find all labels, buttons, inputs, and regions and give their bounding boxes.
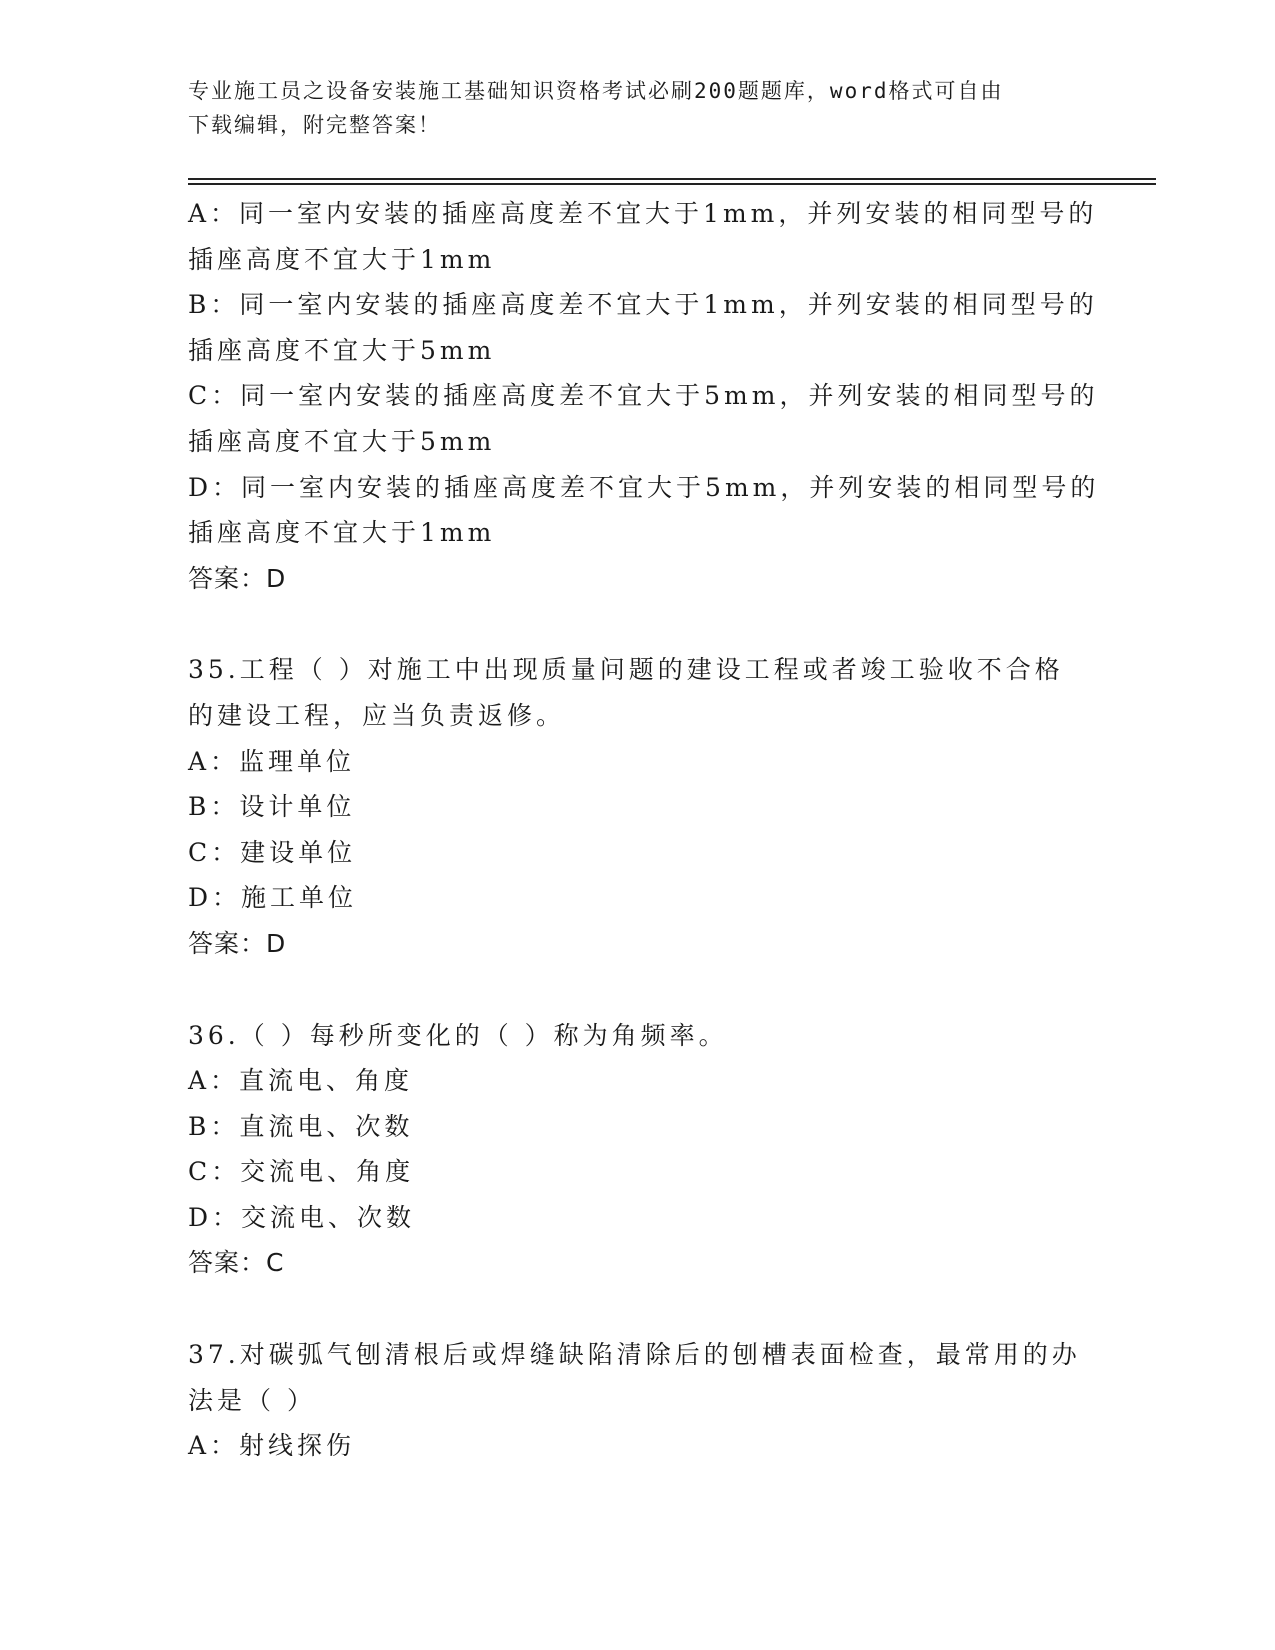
q37-stem-line-2: 法是（ ） xyxy=(188,1385,316,1415)
header-divider-bottom xyxy=(188,183,1156,185)
q34-answer: 答案：D xyxy=(188,563,287,593)
q34-option-c-line-1: C：同一室内安装的插座高度差不宜大于5mm，并列安装的相同型号的 xyxy=(188,381,1099,411)
question-35-block xyxy=(188,647,1088,966)
q34-option-b-line-2: 插座高度不宜大于5mm xyxy=(188,335,496,365)
q35-answer: 答案：D xyxy=(188,928,287,958)
header-divider-top xyxy=(188,178,1156,180)
q37-option-a: A：射线探伤 xyxy=(188,1431,356,1461)
header-line-2: 下载编辑，附完整答案！ xyxy=(188,113,441,137)
question-37-block xyxy=(188,1332,1088,1469)
q36-option-a: A：直流电、角度 xyxy=(188,1066,414,1096)
q34-option-c-line-2: 插座高度不宜大于5mm xyxy=(188,426,496,456)
q35-option-d: D：施工单位 xyxy=(188,883,358,913)
question-spacer xyxy=(188,967,1088,1013)
q35-stem-line-2: 的建设工程，应当负责返修。 xyxy=(188,700,566,730)
q35-stem-line-1: 35.工程（ ）对施工中出现质量问题的建设工程或者竣工验收不合格 xyxy=(188,655,1064,685)
q35-option-b: B：设计单位 xyxy=(188,792,356,822)
question-34-block xyxy=(188,191,1100,601)
q35-option-a: A：监理单位 xyxy=(188,746,356,776)
question-36-block xyxy=(188,1013,1088,1287)
q36-answer: 答案：C xyxy=(188,1248,285,1278)
question-content xyxy=(188,191,1100,1469)
q37-stem-line-1: 37.对碳弧气刨清根后或焊缝缺陷清除后的刨槽表面检查，最常用的办 xyxy=(188,1340,1081,1370)
q34-option-d-line-2: 插座高度不宜大于1mm xyxy=(188,518,496,548)
q34-option-d-line-1: D：同一室内安装的插座高度差不宜大于5mm，并列安装的相同型号的 xyxy=(188,472,1100,502)
q34-option-a-line-1: A：同一室内安装的插座高度差不宜大于1mm，并列安装的相同型号的 xyxy=(188,199,1098,228)
header-line-1: 专业施工员之设备安装施工基础知识资格考试必刷200题题库，word格式可自由 xyxy=(188,79,1004,103)
q36-stem-line-1: 36.（ ）每秒所变化的（ ）称为角频率。 xyxy=(188,1020,728,1050)
q35-option-c: C：建设单位 xyxy=(188,837,357,867)
question-spacer xyxy=(188,1286,1088,1332)
q34-option-b-line-1: B：同一室内安装的插座高度差不宜大于1mm，并列安装的相同型号的 xyxy=(188,290,1098,320)
q34-option-a-line-2: 插座高度不宜大于1mm xyxy=(188,244,496,274)
q36-option-c: C：交流电、角度 xyxy=(188,1157,415,1187)
q36-option-b: B：直流电、次数 xyxy=(188,1111,414,1141)
question-spacer xyxy=(188,601,1088,647)
q36-option-d: D：交流电、次数 xyxy=(188,1202,416,1232)
document-header xyxy=(188,74,1068,142)
